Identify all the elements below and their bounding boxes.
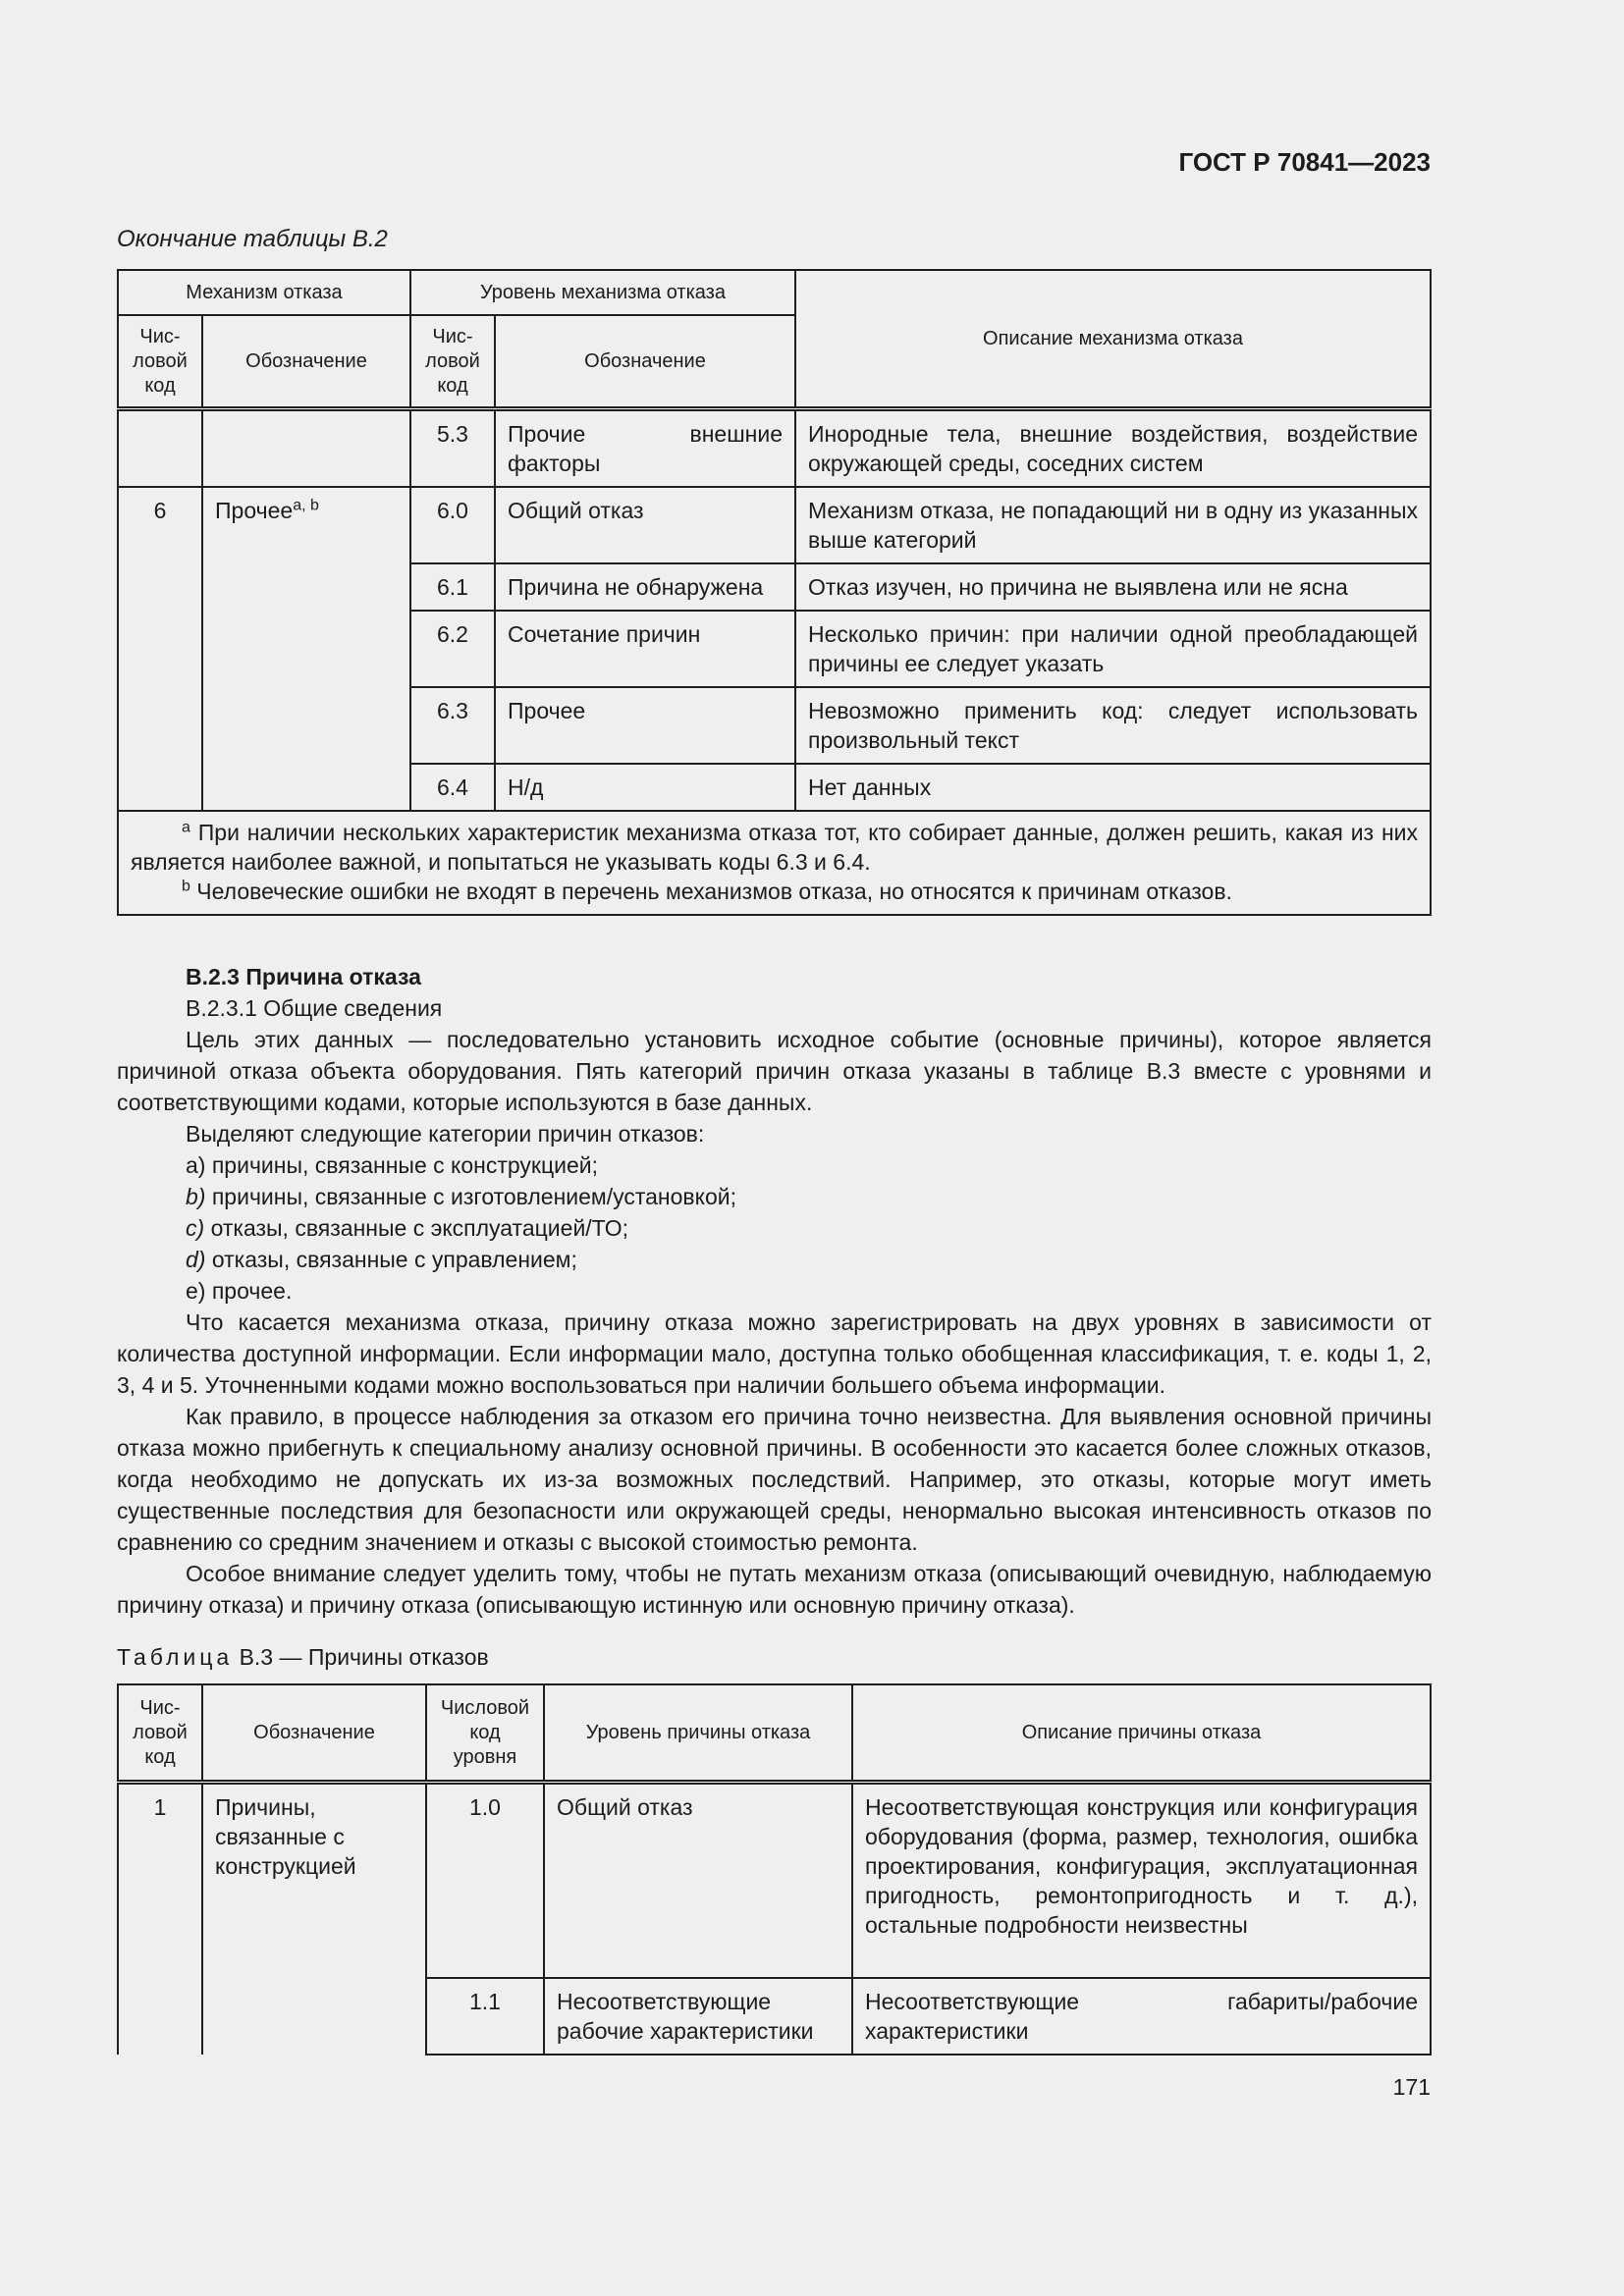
footnote-text: При наличии нескольких характеристик механизма отказа тот, кто собирает данные, должен решить, какая из них является наиболее важной, и попытаться не указывать коды 6.3 и 6.4. [131,820,1418,875]
cell-name-text: Прочее [215,498,294,523]
cell-code [118,409,202,488]
cell-description: Невозможно применить код: следует использовать произвольный текст [795,687,1431,764]
header-mechanism: Механизм отказа [118,270,410,315]
header-level-designation: Обозначение [495,315,795,409]
list-mark: d) [186,1247,206,1272]
list-item [117,1244,1432,1275]
footnote-mark: b [182,878,190,895]
cell-description: Несоответствующие габариты/рабочие характеристики [852,1978,1431,2055]
cell-level-code: 5.3 [410,409,495,488]
list-text: прочее. [211,1278,293,1304]
table-footnotes-row [118,811,1431,915]
cell-code: 6 [118,487,202,811]
list-text: причины, связанные с изготовлением/установкой; [211,1184,736,1209]
list-item [117,1149,1432,1181]
section-heading: B.2.3 Причина отказа [186,964,421,989]
footnote-b [131,877,1418,906]
table-header-row [118,270,1431,315]
list-text: отказы, связанные с управлением; [211,1247,577,1272]
list-mark: a) [186,1152,206,1178]
footnote-mark: a [182,819,190,836]
paragraph: Как правило, в процессе наблюдения за отказом его причина точно неизвестна. Для выявления основной причины отказа можно прибегнуть к специальному анализу основной причины. В особенности это касается более сложных отказов, когда необходимо не допускать их из-за возможных последствий. Например, это отказы, которые могут иметь существенные последствия для безопасности или окружающей среды, ненормально высокая интенсивность отказов по сравнению со средним значением и отказы с высокой стоимостью ремонта. [117,1404,1432,1555]
header-level: Уровень причины отказа [544,1684,852,1783]
cell-description: Инородные тела, внешние воздействия, воздействие окружающей среды, соседних систем [795,409,1431,488]
header-designation: Обозначение [202,315,410,409]
list-item [117,1181,1432,1212]
cell-code: 1 [118,1783,202,2056]
cell-level-code: 6.3 [410,687,495,764]
header-level-num-code: Числовой код уровня [426,1684,544,1783]
list-text: отказы, связанные с эксплуатацией/ТО; [210,1215,628,1241]
table-continuation-title: Окончание таблицы B.2 [117,226,388,252]
cell-level-code: 6.1 [410,563,495,611]
cell-level-name: Несоответствующие рабочие характеристики [544,1978,852,2055]
paragraph: Цель этих данных — последовательно установить исходное событие (основные причины), которое является причиной отказа объекта оборудования. Пять категорий причин отказа указаны в таблице B.3 вместе с уровнями и соответствующими кодами, которые используются в базе данных. [117,1027,1432,1115]
cell-description: Несоответствующая конструкция или конфигурация оборудования (форма, размер, технология, ошибка проектирования, конфигурация, эксплуатационная пригодность, ремонтопригодность и т. д.), остальные подробности неизвестны [852,1783,1431,1979]
header-num-code: Чис- ловой код [118,315,202,409]
cell-level-code: 6.0 [410,487,495,563]
cell-description: Механизм отказа, не попадающий ни в одну из указанных выше категорий [795,487,1431,563]
header-num-code: Чис- ловой код [118,1684,202,1783]
list-text: причины, связанные с конструкцией; [211,1152,599,1178]
paragraph: Что касается механизма отказа, причину отказа можно зарегистрировать на двух уровнях в зависимости от количества доступной информации. Если информации мало, доступна только обобщенная классификация, т. е. коды 1, 2, 3, 4 и 5. Уточненными кодами можно воспользоваться при наличии большего объема информации. [117,1309,1432,1398]
header-description: Описание причины отказа [852,1684,1431,1783]
table-b2 [117,269,1432,916]
table-header-row [118,1684,1431,1783]
cell-name: Причины, связанные с конструкцией [202,1783,426,2056]
header-mechanism-level: Уровень механизма отказа [410,270,795,315]
cell-description: Нет данных [795,764,1431,811]
cell-level-name: Н/д [495,764,795,811]
cell-level-name: Общий отказ [495,487,795,563]
cell-level-code: 6.2 [410,611,495,687]
subsection-heading: B.2.3.1 Общие сведения [186,995,443,1021]
header-level-num-code: Чис- ловой код [410,315,495,409]
cell-name [202,487,410,811]
footnote-ref: a, b [293,497,319,514]
table-caption [117,1644,489,1671]
list-mark: e) [186,1278,206,1304]
cell-level-name: Общий отказ [544,1783,852,1979]
cell-description: Несколько причин: при наличии одной преобладающей причины ее следует указать [795,611,1431,687]
table-footnotes [118,811,1431,915]
list-mark: b) [186,1184,206,1209]
table-caption-text: B.3 — Причины отказов [239,1644,489,1670]
paragraph: Особое внимание следует уделить тому, чтобы не путать механизм отказа (описывающий очевидную, наблюдаемую причину отказа) и причину отказа (описывающую истинную или основную причину отказа). [117,1561,1432,1618]
table-b3 [117,1683,1432,2056]
section-b23 [117,961,1432,1621]
footnote-a [131,818,1418,877]
cell-level-name: Причина не обнаружена [495,563,795,611]
cell-name [202,409,410,488]
paragraph: Выделяют следующие категории причин отказов: [186,1121,705,1147]
cell-level-code: 6.4 [410,764,495,811]
list-item [117,1212,1432,1244]
cell-level-name: Прочее [495,687,795,764]
list-item [117,1275,1432,1307]
table-row [118,1783,1431,1979]
table-caption-word: Таблица [117,1644,234,1670]
cell-level-code: 1.0 [426,1783,544,1979]
cell-level-name: Прочие внешние факторы [495,409,795,488]
cell-level-name: Сочетание причин [495,611,795,687]
table-row [118,409,1431,488]
list-mark: c) [186,1215,205,1241]
cell-level-code: 1.1 [426,1978,544,2055]
header-designation: Обозначение [202,1684,426,1783]
footnote-text: Человеческие ошибки не входят в перечень механизмов отказа, но относятся к причинам отказов. [196,879,1232,904]
document-code: ГОСТ Р 70841—2023 [1178,147,1431,177]
table-row [118,487,1431,563]
header-description: Описание механизма отказа [795,270,1431,409]
page-number: 171 [1392,2074,1431,2100]
cell-description: Отказ изучен, но причина не выявлена или не ясна [795,563,1431,611]
